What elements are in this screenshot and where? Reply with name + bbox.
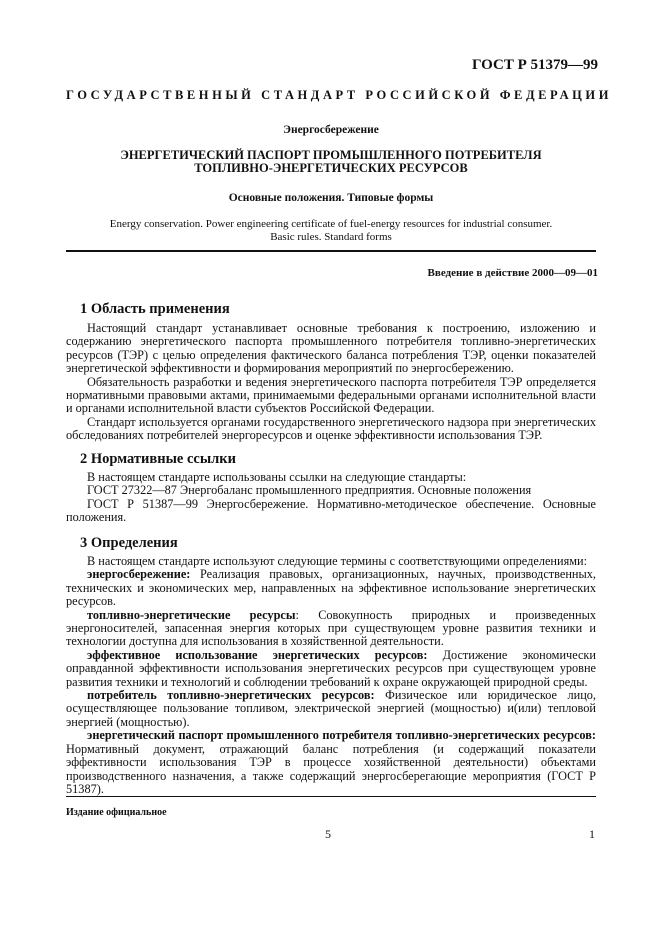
standard-number: ГОСТ Р 51379—99 (471, 57, 598, 73)
document-title (66, 149, 596, 175)
section-1-body (66, 322, 596, 443)
definition-item (66, 649, 596, 689)
definition-text: Нормативный документ, отражающий баланс потребления (и содержащий показатели эффективности использования ТЭР в процессе хозяйственной деятельности) объектами производственного назначения, а также содержащий энергосберегающие мероприятия (ГОСТ Р 51387). (66, 741, 596, 796)
section-1-paragraph: Обязательность разработки и ведения энергетического паспорта потребителя ТЭР определяется нормативными правовыми актами, принимаемыми федеральными органами исполнительной власти и органами исполнительной власти субъектов Российской Федерации. (66, 374, 596, 416)
definition-text: Физическое или юридическое лицо, осуществляющее пользование топливом, электрической энергией (мощностью) и(или) тепловой энергией (мощностью). (66, 688, 596, 729)
english-title-line-2: Basic rules. Standard forms (270, 231, 392, 243)
title-line-1: ЭНЕРГЕТИЧЕСКИЙ ПАСПОРТ ПРОМЫШЛЕННОГО ПОТРЕБИТЕЛЯ (120, 148, 542, 162)
definition-item (66, 689, 596, 729)
official-edition-label: Издание официальное (66, 807, 167, 818)
definition-term: энергетический паспорт промышленного потребителя топливно-энергетических ресурсов: (87, 728, 596, 743)
reference-gost-51387: ГОСТ Р 51387—99 Энергосбережение. Нормативно-методическое обеспечение. Основные положения. (66, 496, 596, 525)
reference-gost-27322: ГОСТ 27322—87 Энергобаланс промышленного предприятия. Основные положения (87, 483, 532, 498)
header-divider (66, 250, 596, 252)
footer-divider (66, 796, 596, 797)
section-3-heading: 3 Определения (80, 535, 178, 551)
section-2-body (66, 471, 596, 525)
definition-item (66, 729, 596, 796)
definition-term: эффективное использование энергетических ресурсов: (87, 647, 428, 662)
section-2-paragraph: В настоящем стандарте использованы ссылки на следующие стандарты: (87, 470, 467, 484)
definition-text: Достижение экономически оправданной эффективности использования энергетических ресурсов при существующем уровне развития техники и технологий и соблюдении требований к охране окружающей природной среды. (66, 647, 596, 689)
section-3-intro: В настоящем стандарте используют следующие термины с соответствующими определениями: (87, 554, 588, 568)
document-subject: Энергосбережение (283, 124, 379, 136)
definition-item (66, 568, 596, 608)
definition-term: энергосбережение: (87, 567, 191, 582)
section-1-heading: 1 Область применения (80, 301, 230, 317)
document-subtitle: Основные положения. Типовые формы (228, 192, 434, 204)
section-1-paragraph: Настоящий стандарт устанавливает основные требования к построению, изложению и содержанию энергетического паспорта промышленного потребителя топливно-энергетических ресурсов (ТЭР) с целью определения фактического баланса потребления ТЭР, оценки показателей энергетической эффективности и формирования мероприятий по энергосбережению. (66, 321, 596, 376)
page-number-center: 5 (325, 827, 331, 841)
section-3-body (66, 555, 596, 796)
definition-term: потребитель топливно-энергетических ресурсов: (87, 688, 375, 703)
state-standard-title: ГОСУДАРСТВЕННЫЙ СТАНДАРТ РОССИЙСКОЙ ФЕДЕРАЦИИ (66, 88, 612, 102)
section-1-paragraph: Стандарт используется органами государственного энергетического надзора при энергетических обследованиях потребителей энергоресурсов и оценке эффективности использования ТЭР. (66, 414, 596, 443)
title-line-2: ТОПЛИВНО-ЭНЕРГЕТИЧЕСКИХ РЕСУРСОВ (194, 161, 468, 175)
english-title (66, 218, 596, 244)
definition-term: топливно-энергетические ресурсы (87, 607, 296, 622)
definition-text: : Совокупность природных и произведенных энергоносителей, запасенная энергия которых при существующем уровне развития техники и технологии доступна для использования в хозяйственной деятельности. (66, 607, 596, 649)
definition-item (66, 609, 596, 649)
definition-text: Реализация правовых, организационных, научных, производственных, технических и экономических мер, направленных на эффективное использование энергетических ресурсов. (66, 567, 596, 609)
english-title-line-1: Energy conservation. Power engineering certificate of fuel-energy resources for industrial consumer. (109, 218, 553, 230)
introduction-date: Введение в действие 2000—09—01 (427, 267, 598, 279)
page-number-right: 1 (589, 827, 595, 841)
section-2-heading: 2 Нормативные ссылки (80, 451, 236, 467)
